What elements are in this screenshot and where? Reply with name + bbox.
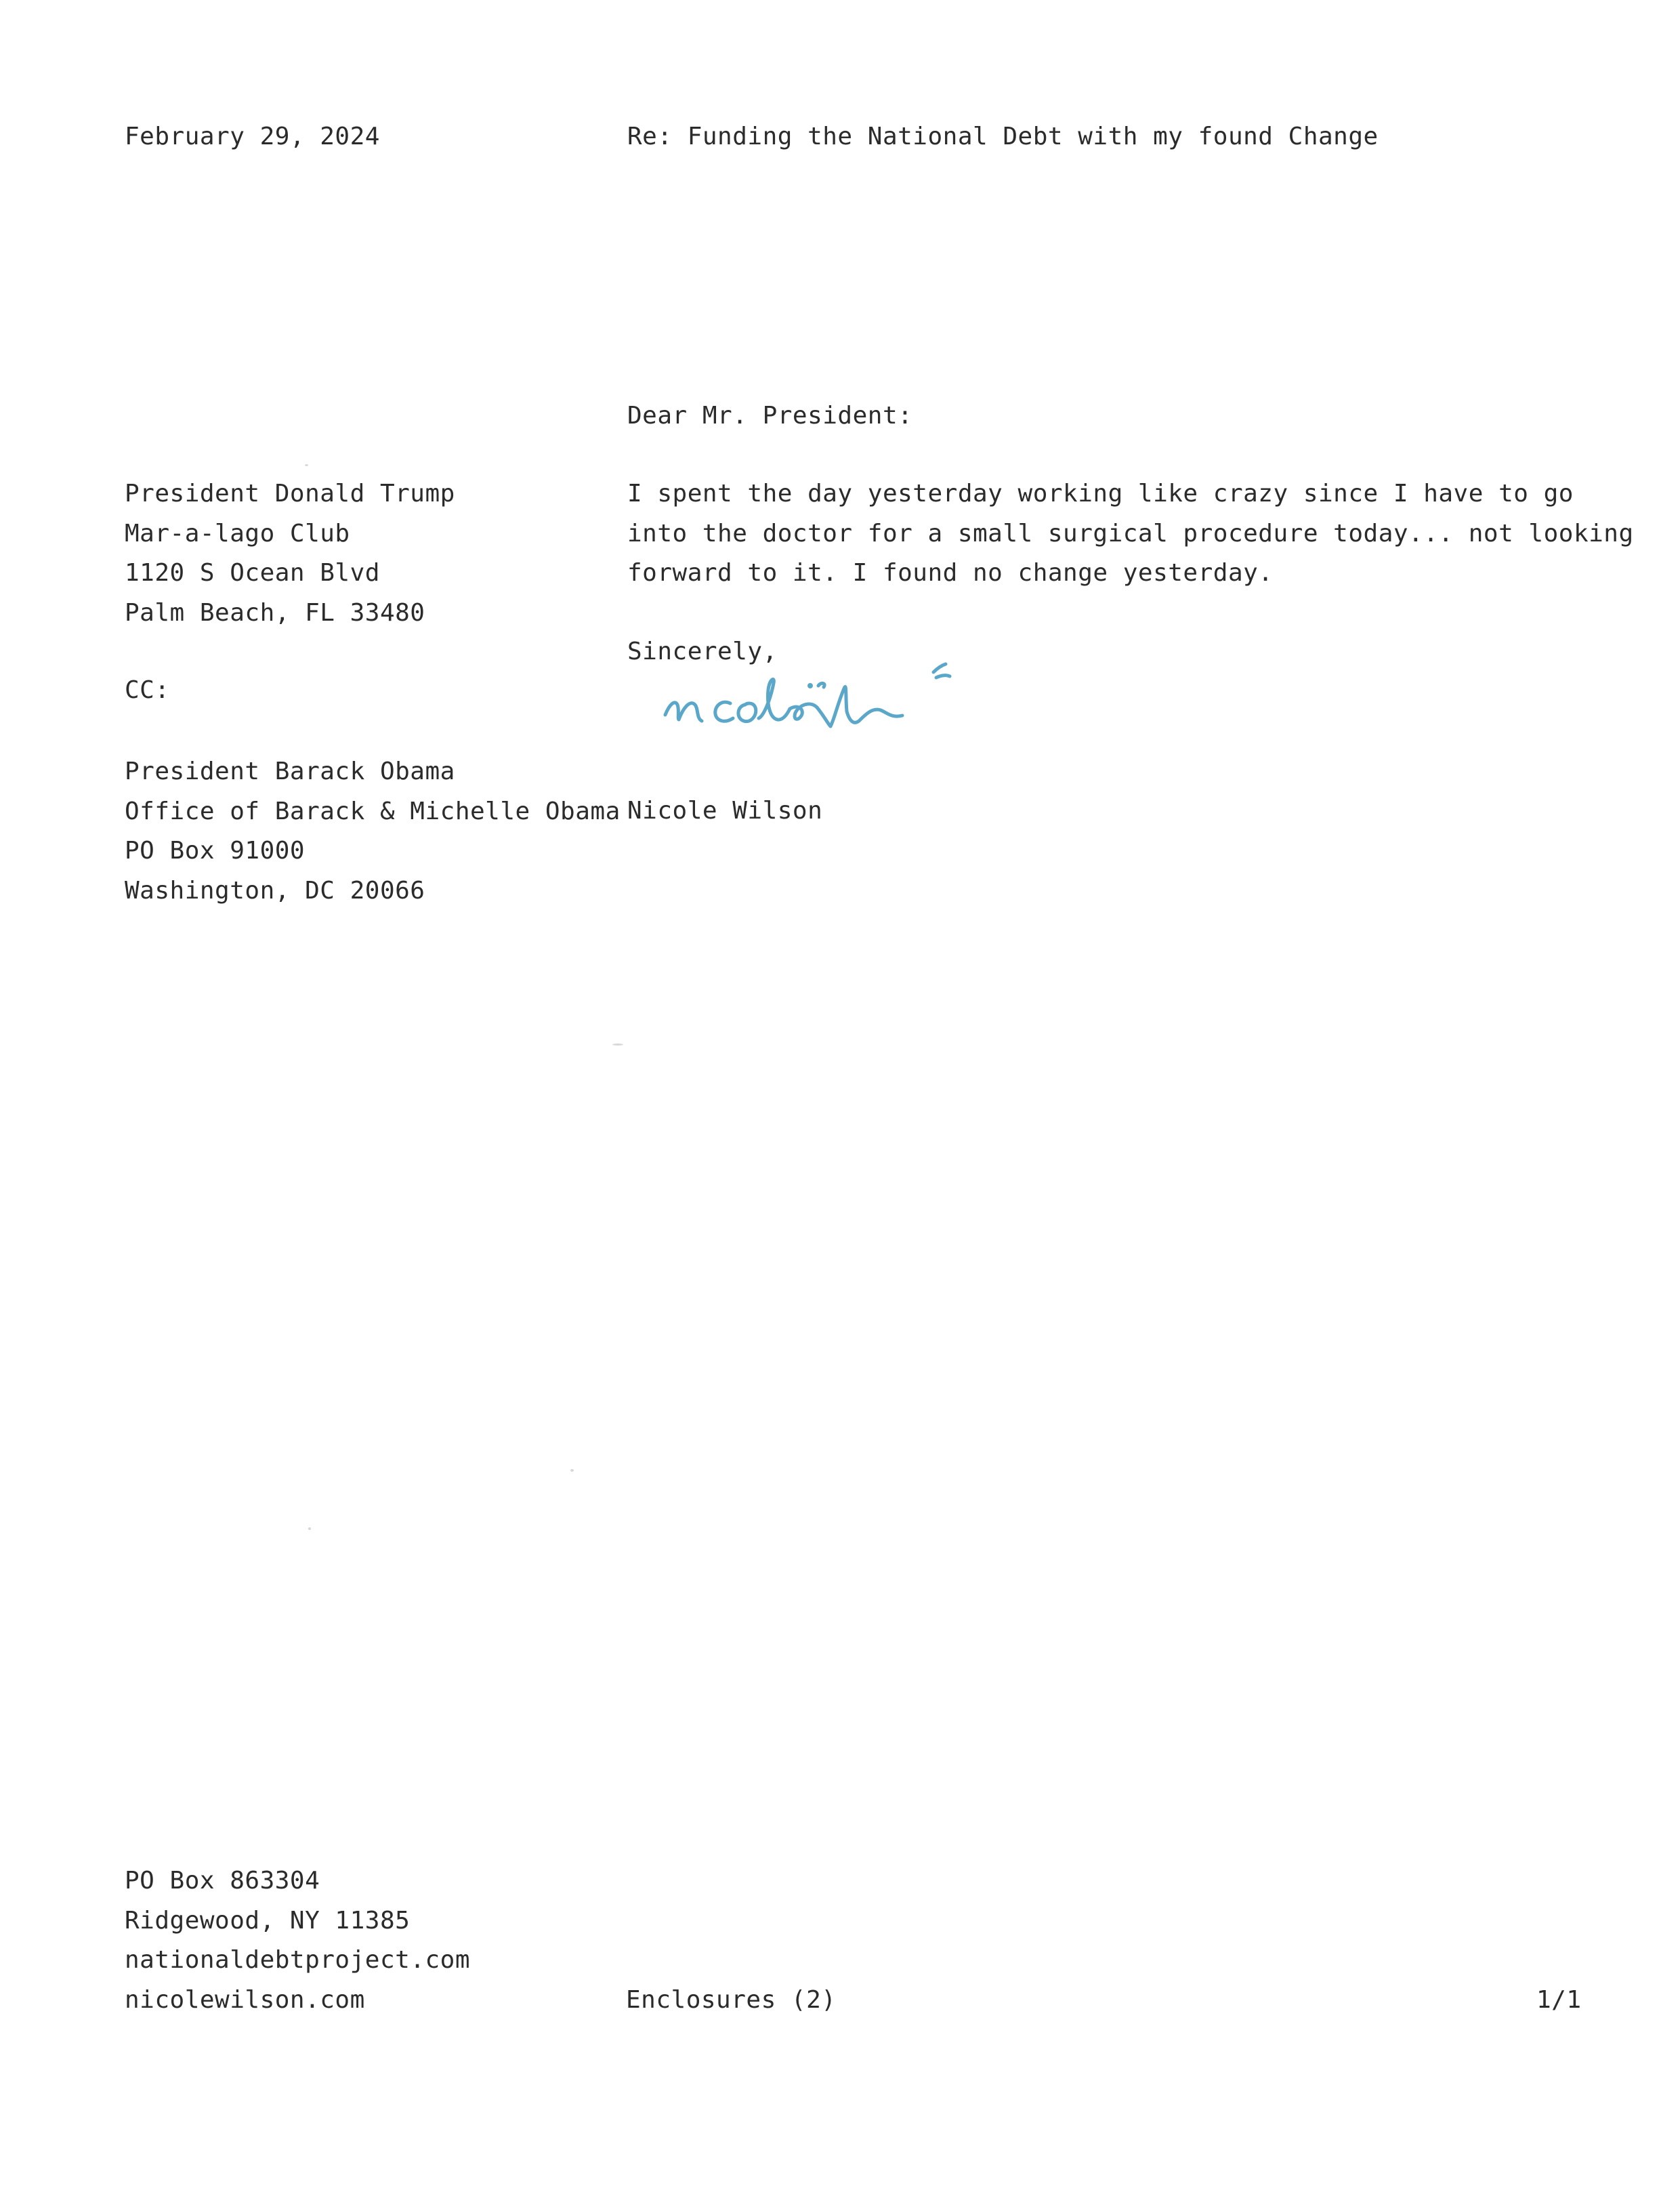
cc-recipient-line: Washington, DC 20066 xyxy=(125,876,425,905)
scan-speck xyxy=(308,1527,311,1530)
body-line: I spent the day yesterday working like crazy since I have to go xyxy=(627,480,1574,508)
cc-recipient-line: Office of Barack & Michelle Obama xyxy=(125,797,621,825)
body-line: forward to it. I found no change yesterday. xyxy=(627,559,1274,587)
sender-website: nationaldebtproject.com xyxy=(125,1946,470,1974)
letter-body xyxy=(627,474,1634,594)
recipient-address xyxy=(125,474,455,633)
page-number: 1/1 xyxy=(1536,1986,1582,2014)
sender-address xyxy=(125,1861,470,2020)
recipient-line: President Donald Trump xyxy=(125,480,455,508)
letter-subject: Re: Funding the National Debt with my found Change xyxy=(627,123,1379,150)
cc-recipient-line: President Barack Obama xyxy=(125,758,455,785)
body-line: into the doctor for a small surgical procedure today... not looking xyxy=(627,519,1634,548)
cc-recipient-address xyxy=(125,752,621,911)
recipient-line: 1120 S Ocean Blvd xyxy=(125,559,380,587)
cc-recipient-line: PO Box 91000 xyxy=(125,837,306,865)
enclosures-note: Enclosures (2) xyxy=(626,1986,837,2014)
signer-name: Nicole Wilson xyxy=(627,797,823,825)
closing: Sincerely, xyxy=(627,638,778,665)
handwritten-signature xyxy=(657,650,989,752)
recipient-line: Palm Beach, FL 33480 xyxy=(125,598,425,627)
sender-line: Ridgewood, NY 11385 xyxy=(125,1906,411,1935)
scan-speck xyxy=(570,1469,574,1472)
letter-date: February 29, 2024 xyxy=(125,123,380,150)
salutation: Dear Mr. President: xyxy=(627,402,913,430)
sender-line: PO Box 863304 xyxy=(125,1867,320,1895)
scan-speck xyxy=(612,1044,623,1046)
scan-speck xyxy=(305,464,308,466)
recipient-line: Mar-a-lago Club xyxy=(125,519,350,548)
sender-website: nicolewilson.com xyxy=(125,1985,365,2014)
cc-label: CC: xyxy=(125,676,170,704)
